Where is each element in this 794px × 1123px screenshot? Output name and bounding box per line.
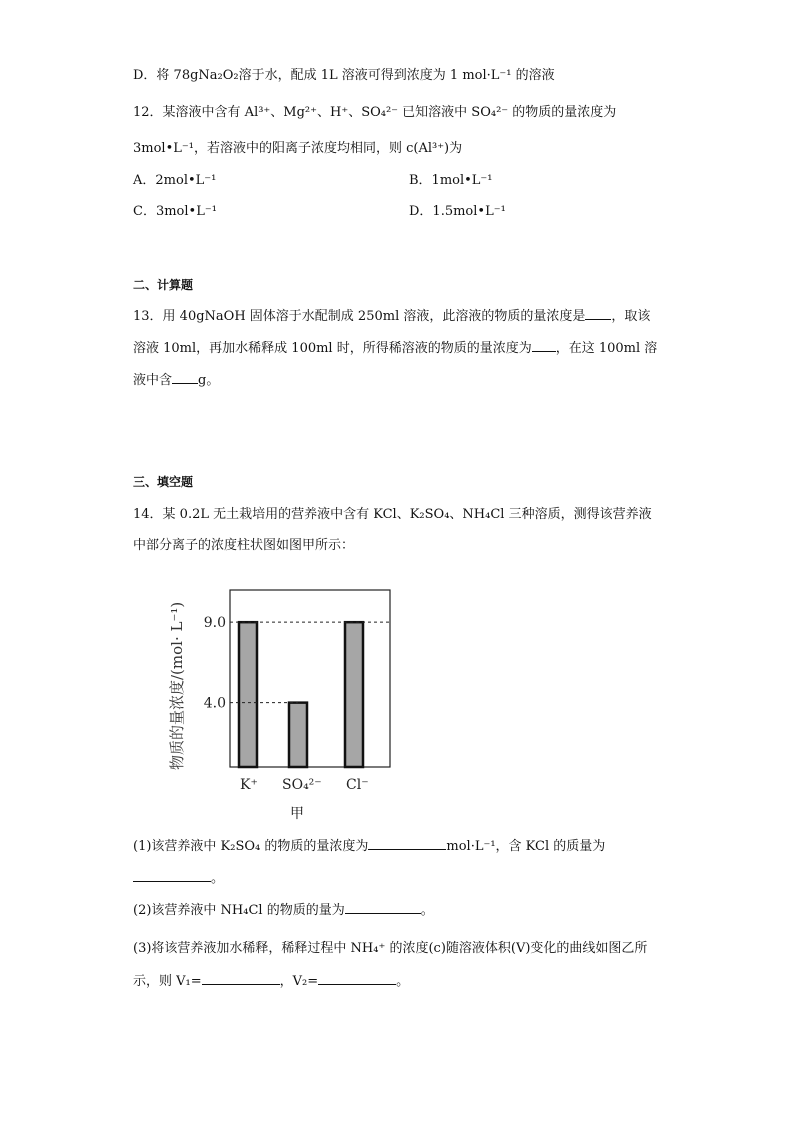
- q14-text: mol·L⁻¹，含 KCl 的质量为: [446, 839, 606, 854]
- q14-text: 。: [396, 974, 410, 989]
- chart-bar: [345, 622, 363, 767]
- answer-blank[interactable]: [172, 371, 198, 384]
- q14-text: 。: [211, 871, 225, 886]
- answer-blank[interactable]: [318, 972, 396, 985]
- q13-text: ，取该: [611, 309, 651, 324]
- q12-option-c: C．3mol•L⁻¹: [133, 204, 217, 219]
- section-calculation-title: 二、计算题: [133, 278, 194, 292]
- chart-caption: 甲: [290, 806, 304, 822]
- q13-text: 溶液 10ml，再加水稀释成 100ml 时，所得稀溶液的物质的量浓度为: [133, 341, 532, 356]
- answer-blank[interactable]: [585, 307, 611, 320]
- q14-text: 示，则 V₁=: [133, 974, 202, 989]
- chart-bar: [289, 703, 307, 767]
- answer-blank[interactable]: [202, 972, 280, 985]
- q13-line3: [133, 371, 219, 390]
- q12-stem-line1: 12．某溶液中含有 Al³⁺、Mg²⁺、H⁺、SO₄²⁻ 已知溶液中 SO₄²⁻ 的物质的量浓度为: [133, 105, 617, 120]
- answer-blank[interactable]: [345, 901, 421, 914]
- q12-stem-line2: 3mol•L⁻¹，若溶液中的阳离子浓度均相同，则 c(Al³⁺)为: [133, 141, 463, 156]
- q14-part3-line2: [133, 972, 409, 991]
- q14-stem-line1: 14．某 0.2L 无土栽培用的营养液中含有 KCl、K₂SO₄、NH₄Cl 三种溶质，测得该营养液: [133, 507, 652, 522]
- chart-x-tick-label: SO₄²⁻: [282, 777, 322, 793]
- ion-concentration-bar-chart: [160, 580, 400, 805]
- q11-option-d: D．将 78gNa₂O₂溶于水，配成 1L 溶液可得到浓度为 1 mol·L⁻¹ 的溶液: [133, 68, 555, 83]
- chart-x-tick-label: Cl⁻: [346, 777, 369, 793]
- q13-text: 13．用 40gNaOH 固体溶于水配制成 250ml 溶液，此溶液的物质的量浓度是: [133, 309, 586, 324]
- chart-x-tick-label: K⁺: [240, 777, 258, 793]
- q14-text: (2)该营养液中 NH₄Cl 的物质的量为: [133, 903, 345, 918]
- q14-text: (1)该营养液中 K₂SO₄ 的物质的量浓度为: [133, 839, 369, 854]
- answer-blank[interactable]: [368, 837, 446, 850]
- section-fill-title: 三、填空题: [133, 475, 194, 489]
- q13-line1: [133, 307, 650, 326]
- q13-line2: [133, 339, 657, 358]
- q12-option-d: D．1.5mol•L⁻¹: [409, 204, 506, 219]
- chart-y-tick-label: 4.0: [203, 695, 226, 712]
- q13-text: ，在这 100ml 溶: [555, 341, 658, 356]
- q13-text: g。: [198, 373, 220, 388]
- q14-part2: [133, 901, 434, 920]
- q12-option-b: B．1mol•L⁻¹: [409, 173, 493, 188]
- answer-blank[interactable]: [532, 339, 556, 352]
- q14-part1-line2: [133, 869, 224, 888]
- q14-part3-line1: (3)将该营养液加水稀释，稀释过程中 NH₄⁺ 的浓度(c)随溶液体积(V)变化的曲线如图乙所: [133, 941, 648, 956]
- q14-text: 。: [420, 903, 434, 918]
- chart-bar: [239, 622, 257, 767]
- q14-text: ，V₂=: [279, 974, 319, 989]
- q14-stem-line2: 中部分离子的浓度柱状图如图甲所示：: [133, 538, 355, 553]
- chart-y-tick-label: 9.0: [203, 615, 226, 632]
- q12-option-a: A．2mol•L⁻¹: [133, 173, 217, 188]
- answer-blank[interactable]: [133, 869, 211, 882]
- q13-text: 液中含: [133, 373, 173, 388]
- chart-y-axis-label: 物质的量浓度/(mol· L⁻¹): [168, 601, 186, 770]
- q14-part1-line1: [133, 837, 605, 856]
